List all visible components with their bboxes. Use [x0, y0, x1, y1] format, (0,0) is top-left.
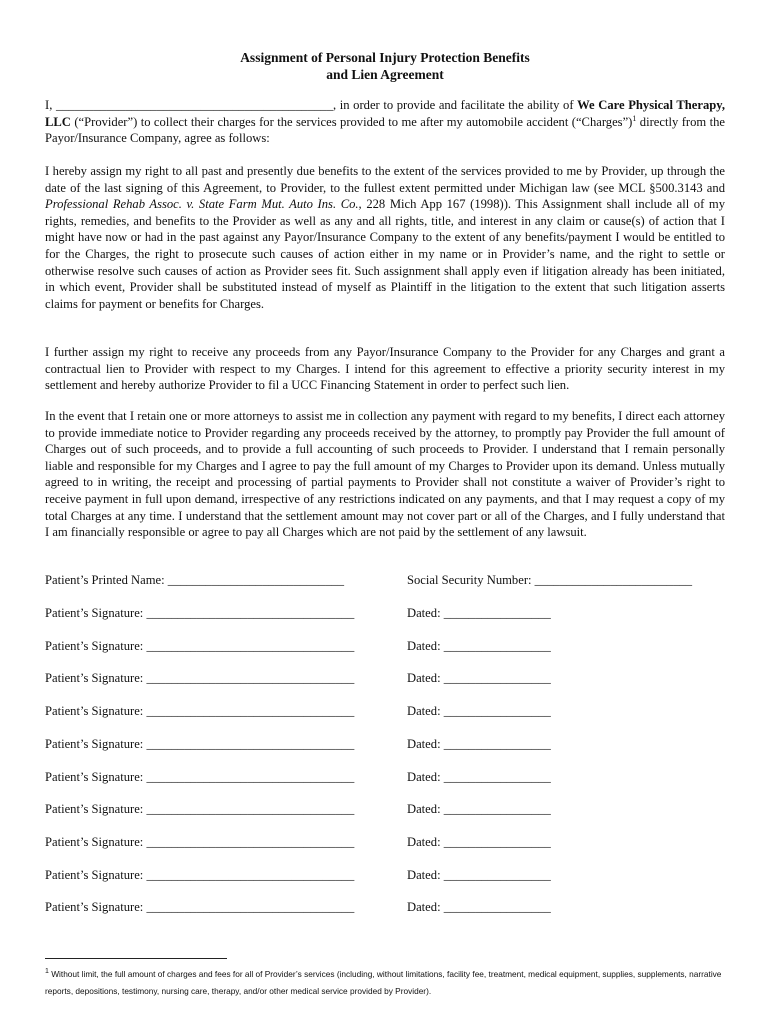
footnote-marker: 1	[45, 968, 49, 976]
signature-row	[45, 833, 745, 851]
signature-field[interactable]: Patient’s Signature: _________________________________	[45, 606, 355, 620]
assignment-text-2: 228 Mich App 167 (1998)). This Assignment shall include all of my rights, remedies, and benefits to the Provider as well as any and all rights, title, and interest in any claim or cause(s) of action that I might have now or had in the past against any Payor/Insurance Company to the extent of any benefits/payment I would be entitled to for the Charges, the right to prosecute such causes of action either in my name or in Provider’s name, and the right to settle or otherwise resolve such causes of action as Provider sees fit. Such assignment shall apply even if litigation already has been initiated, in which event, Provider shall be substituted instead of myself as Plaintiff in the litigation to the extent that such litigation asserts claims for payment or benefits for Charges.	[45, 197, 726, 311]
dated-field[interactable]: Dated: _________________	[407, 868, 551, 882]
signature-field[interactable]: Patient’s Signature: _________________________________	[45, 737, 355, 751]
signature-field[interactable]: Patient’s Signature: _________________________________	[45, 868, 355, 882]
footnote	[45, 966, 735, 1000]
document-title-line-2: and Lien Agreement	[326, 67, 444, 82]
printed-name-row	[45, 571, 745, 589]
signature-row	[45, 898, 745, 916]
dated-field[interactable]: Dated: _________________	[407, 704, 551, 718]
assignment-paragraph	[45, 163, 725, 312]
signature-row	[45, 800, 745, 818]
intro-text-3: directly from the Payor/Insurance Company, agree as follows:	[45, 114, 725, 146]
footnote-divider	[45, 958, 227, 959]
intro-text-1: I, ____________________________________________, in order to provide and facilitate the ability of	[45, 98, 578, 112]
signature-field[interactable]: Patient’s Signature: _________________________________	[45, 671, 355, 685]
dated-field[interactable]: Dated: _________________	[407, 606, 551, 620]
signature-row	[45, 669, 745, 687]
lien-paragraph: I further assign my right to receive any proceeds from any Payor/Insurance Company to the Provider for any Charges and grant a contractual lien to Provider with respect to my Charges. I intend for this agreement to effective a priority security interest in my settlement and hereby authorize Provider to fil a UCC Financing Statement in order to perfect such lien.	[45, 345, 725, 393]
signature-field[interactable]: Patient’s Signature: _________________________________	[45, 770, 355, 784]
signature-field[interactable]: Patient’s Signature: _________________________________	[45, 900, 355, 914]
intro-text-2: (“Provider”) to collect their charges for the services provided to me after my automobile accident (“Charges”)	[70, 114, 633, 129]
dated-field[interactable]: Dated: _________________	[407, 802, 551, 816]
case-citation: Professional Rehab Assoc. v. State Farm Mut. Auto Ins. Co.,	[45, 197, 362, 212]
dated-field[interactable]: Dated: _________________	[407, 671, 551, 685]
footnote-reference: 1	[632, 113, 637, 123]
signature-field[interactable]: Patient’s Signature: _________________________________	[45, 835, 355, 849]
dated-field[interactable]: Dated: _________________	[407, 737, 551, 751]
signature-field[interactable]: Patient’s Signature: _________________________________	[45, 704, 355, 718]
intro-paragraph	[45, 97, 725, 147]
footnote-text: Without limit, the full amount of charges and fees for all of Provider’s services (including, without limitations, facility fee, treatment, medical equipment, supplies, supplements, narrative reports, depositions, testimony, nursing care, therapy, and/or other medical service provided by Provider).	[45, 969, 722, 996]
ssn-field[interactable]: Social Security Number: _________________________	[407, 573, 693, 587]
dated-field[interactable]: Dated: _________________	[407, 835, 551, 849]
dated-field[interactable]: Dated: _________________	[407, 900, 551, 914]
attorney-paragraph: In the event that I retain one or more attorneys to assist me in collection any payment with regard to my benefits, I direct each attorney to provide immediate notice to Provider regarding any proceeds received by the attorney, to promptly pay Provider the full amount of Charges out of such proceeds, and to provide a full accounting of such proceeds to Provider. I understand that I remain personally liable and responsible for my Charges and I agree to pay the full amount of my Charges to Provider upon its demand. Unless mutually agreed to in writing, the receipt and processing of partial payments to Provider shall not constitute a waiver of Provider’s right to receive payment in full upon demand, irrespective of any restrictions indicated on any payments, and that I may request a copy of my total Charges at any time. I understand that the settlement amount may not cover part or all of the Charges, and I fully understand that I am financially responsible or agree to pay all Charges which are not paid by the settlement of any lawsuit.	[45, 409, 725, 540]
signature-row	[45, 768, 745, 786]
provider-name: We Care Physical Therapy, LLC	[45, 98, 725, 129]
signature-field[interactable]: Patient’s Signature: _________________________________	[45, 639, 355, 653]
signature-row	[45, 637, 745, 655]
signature-row	[45, 735, 745, 753]
document-title-line-1: Assignment of Personal Injury Protection Benefits	[240, 50, 530, 65]
printed-name-field[interactable]: Patient’s Printed Name: ____________________________	[45, 573, 345, 587]
signature-row	[45, 604, 745, 622]
dated-field[interactable]: Dated: _________________	[407, 639, 551, 653]
signature-row	[45, 866, 745, 884]
assignment-text-1: I hereby assign my right to all past and presently due benefits to the extent of the services provided to me by Provider, up through the date of the last signing of this Agreement, to Provider, to the fullest extent permitted under Michigan law (see MCL §500.3143 and	[45, 164, 725, 195]
signature-row	[45, 702, 745, 720]
dated-field[interactable]: Dated: _________________	[407, 770, 551, 784]
signature-field[interactable]: Patient’s Signature: _________________________________	[45, 802, 355, 816]
